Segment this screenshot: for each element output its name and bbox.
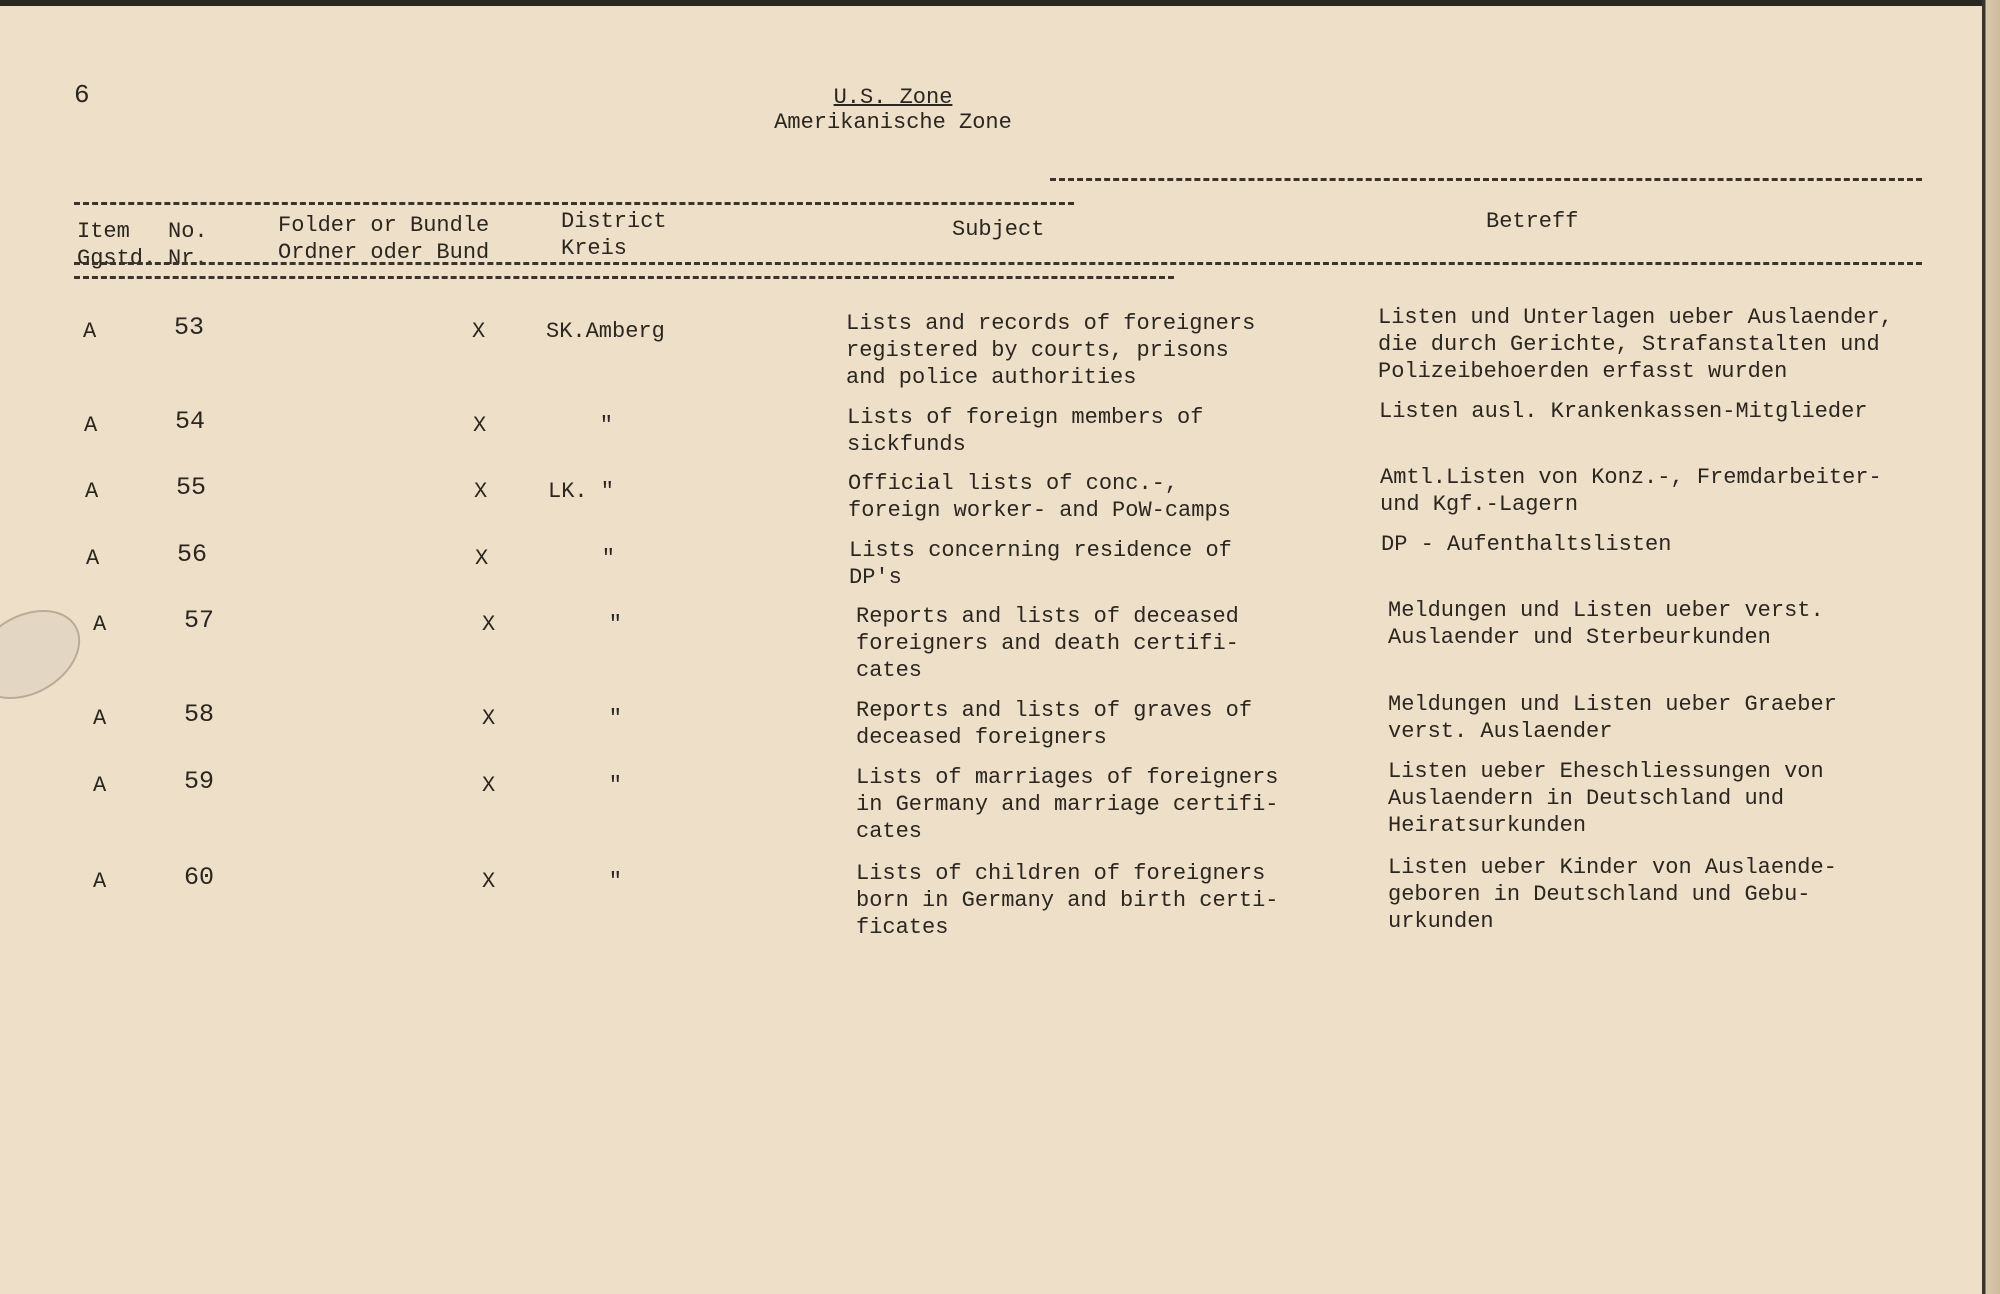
betreff-cell: Listen ueber Kinder von Auslaende- geboren in Deutschland und Gebu- urkunden xyxy=(1388,855,1837,934)
header-no-de: Nr. xyxy=(168,246,208,271)
subject-cell: Lists of foreign members of sickfunds xyxy=(847,405,1204,457)
betreff-cell: Amtl.Listen von Konz.-, Fremdarbeiter- und Kgf.-Lagern xyxy=(1380,465,1882,517)
no-cell: 55 xyxy=(176,473,207,502)
header-district-en: District xyxy=(561,209,667,234)
thumb-mark xyxy=(0,592,96,717)
district-cell: " xyxy=(556,612,623,637)
district-cell: " xyxy=(549,546,616,571)
header-betreff: Betreff xyxy=(1486,209,1579,234)
subject-cell: Lists concerning residence of DP's xyxy=(849,538,1232,590)
no-cell: 56 xyxy=(177,540,208,569)
no-cell: 59 xyxy=(184,767,215,796)
no-cell: 57 xyxy=(184,606,215,635)
district-cell: " xyxy=(547,413,614,438)
district-cell: " xyxy=(556,869,623,894)
folder-cell: X xyxy=(475,546,489,571)
page-edge xyxy=(1982,0,2000,1294)
no-cell: 54 xyxy=(175,407,206,436)
betreff-cell: Listen ueber Eheschliessungen von Auslaendern in Deutschland und Heiratsurkunden xyxy=(1388,759,1824,838)
district-cell: SK.Amberg xyxy=(546,319,665,344)
header-subject: Subject xyxy=(952,217,1045,242)
item-cell: A xyxy=(86,546,100,571)
district-cell: LK. " xyxy=(548,479,615,504)
page-number: 6 xyxy=(74,80,90,110)
district-cell: " xyxy=(556,773,623,798)
header-rule-bottom-2 xyxy=(74,276,1174,279)
betreff-cell: Meldungen und Listen ueber Graeber verst. Auslaender xyxy=(1388,692,1837,744)
header-no-en: No. xyxy=(168,219,208,244)
item-cell: A xyxy=(93,612,107,637)
item-cell: A xyxy=(93,773,107,798)
header-rule-top-right xyxy=(1050,178,1922,181)
header-item-en: Item xyxy=(77,219,130,244)
betreff-cell: Listen ausl. Krankenkassen-Mitglieder xyxy=(1379,399,1868,424)
folder-cell: X xyxy=(472,319,486,344)
subject-cell: Lists and records of foreigners registered by courts, prisons and police authorities xyxy=(846,311,1256,390)
header-folder-en: Folder or Bundle xyxy=(278,213,490,238)
district-cell: " xyxy=(556,706,623,731)
subject-cell: Reports and lists of graves of deceased foreigners xyxy=(856,698,1253,750)
folder-cell: X xyxy=(473,413,487,438)
no-cell: 60 xyxy=(184,863,215,892)
folder-cell: X xyxy=(474,479,488,504)
header-item-de: Ggstd. xyxy=(77,246,157,271)
item-cell: A xyxy=(93,869,107,894)
item-cell: A xyxy=(93,706,107,731)
folder-cell: X xyxy=(482,869,496,894)
betreff-cell: DP - Aufenthaltslisten xyxy=(1381,532,1672,557)
header-rule-top-left xyxy=(74,202,1074,205)
header-folder-de: Ordner oder Bund xyxy=(278,240,490,265)
item-cell: A xyxy=(84,413,98,438)
folder-cell: X xyxy=(482,612,496,637)
folder-cell: X xyxy=(482,706,496,731)
subject-cell: Lists of children of foreigners born in Germany and birth certi- ficates xyxy=(856,861,1279,940)
scan-top-border xyxy=(0,0,2000,6)
header-rule-bottom xyxy=(74,262,1922,265)
header-district xyxy=(561,208,667,262)
header-folder xyxy=(278,212,489,266)
no-cell: 53 xyxy=(174,313,205,342)
folder-cell: X xyxy=(482,773,496,798)
header-district-de: Kreis xyxy=(561,236,628,261)
subject-cell: Official lists of conc.-, foreign worker- and PoW-camps xyxy=(848,471,1231,523)
betreff-cell: Meldungen und Listen ueber verst. Auslaender und Sterbeurkunden xyxy=(1388,598,1824,650)
title-line2: Amerikanische Zone xyxy=(774,110,1012,135)
subject-cell: Lists of marriages of foreigners in Germany and marriage certifi- cates xyxy=(856,765,1279,844)
title-line1: U.S. Zone xyxy=(833,85,953,110)
item-cell: A xyxy=(83,319,97,344)
item-cell: A xyxy=(85,479,99,504)
subject-cell: Reports and lists of deceased foreigners and death certifi- cates xyxy=(856,604,1239,683)
no-cell: 58 xyxy=(184,700,215,729)
betreff-cell: Listen und Unterlagen ueber Auslaender, die durch Gerichte, Strafanstalten und Polizeibehoerden erfasst wurden xyxy=(1378,305,1893,384)
